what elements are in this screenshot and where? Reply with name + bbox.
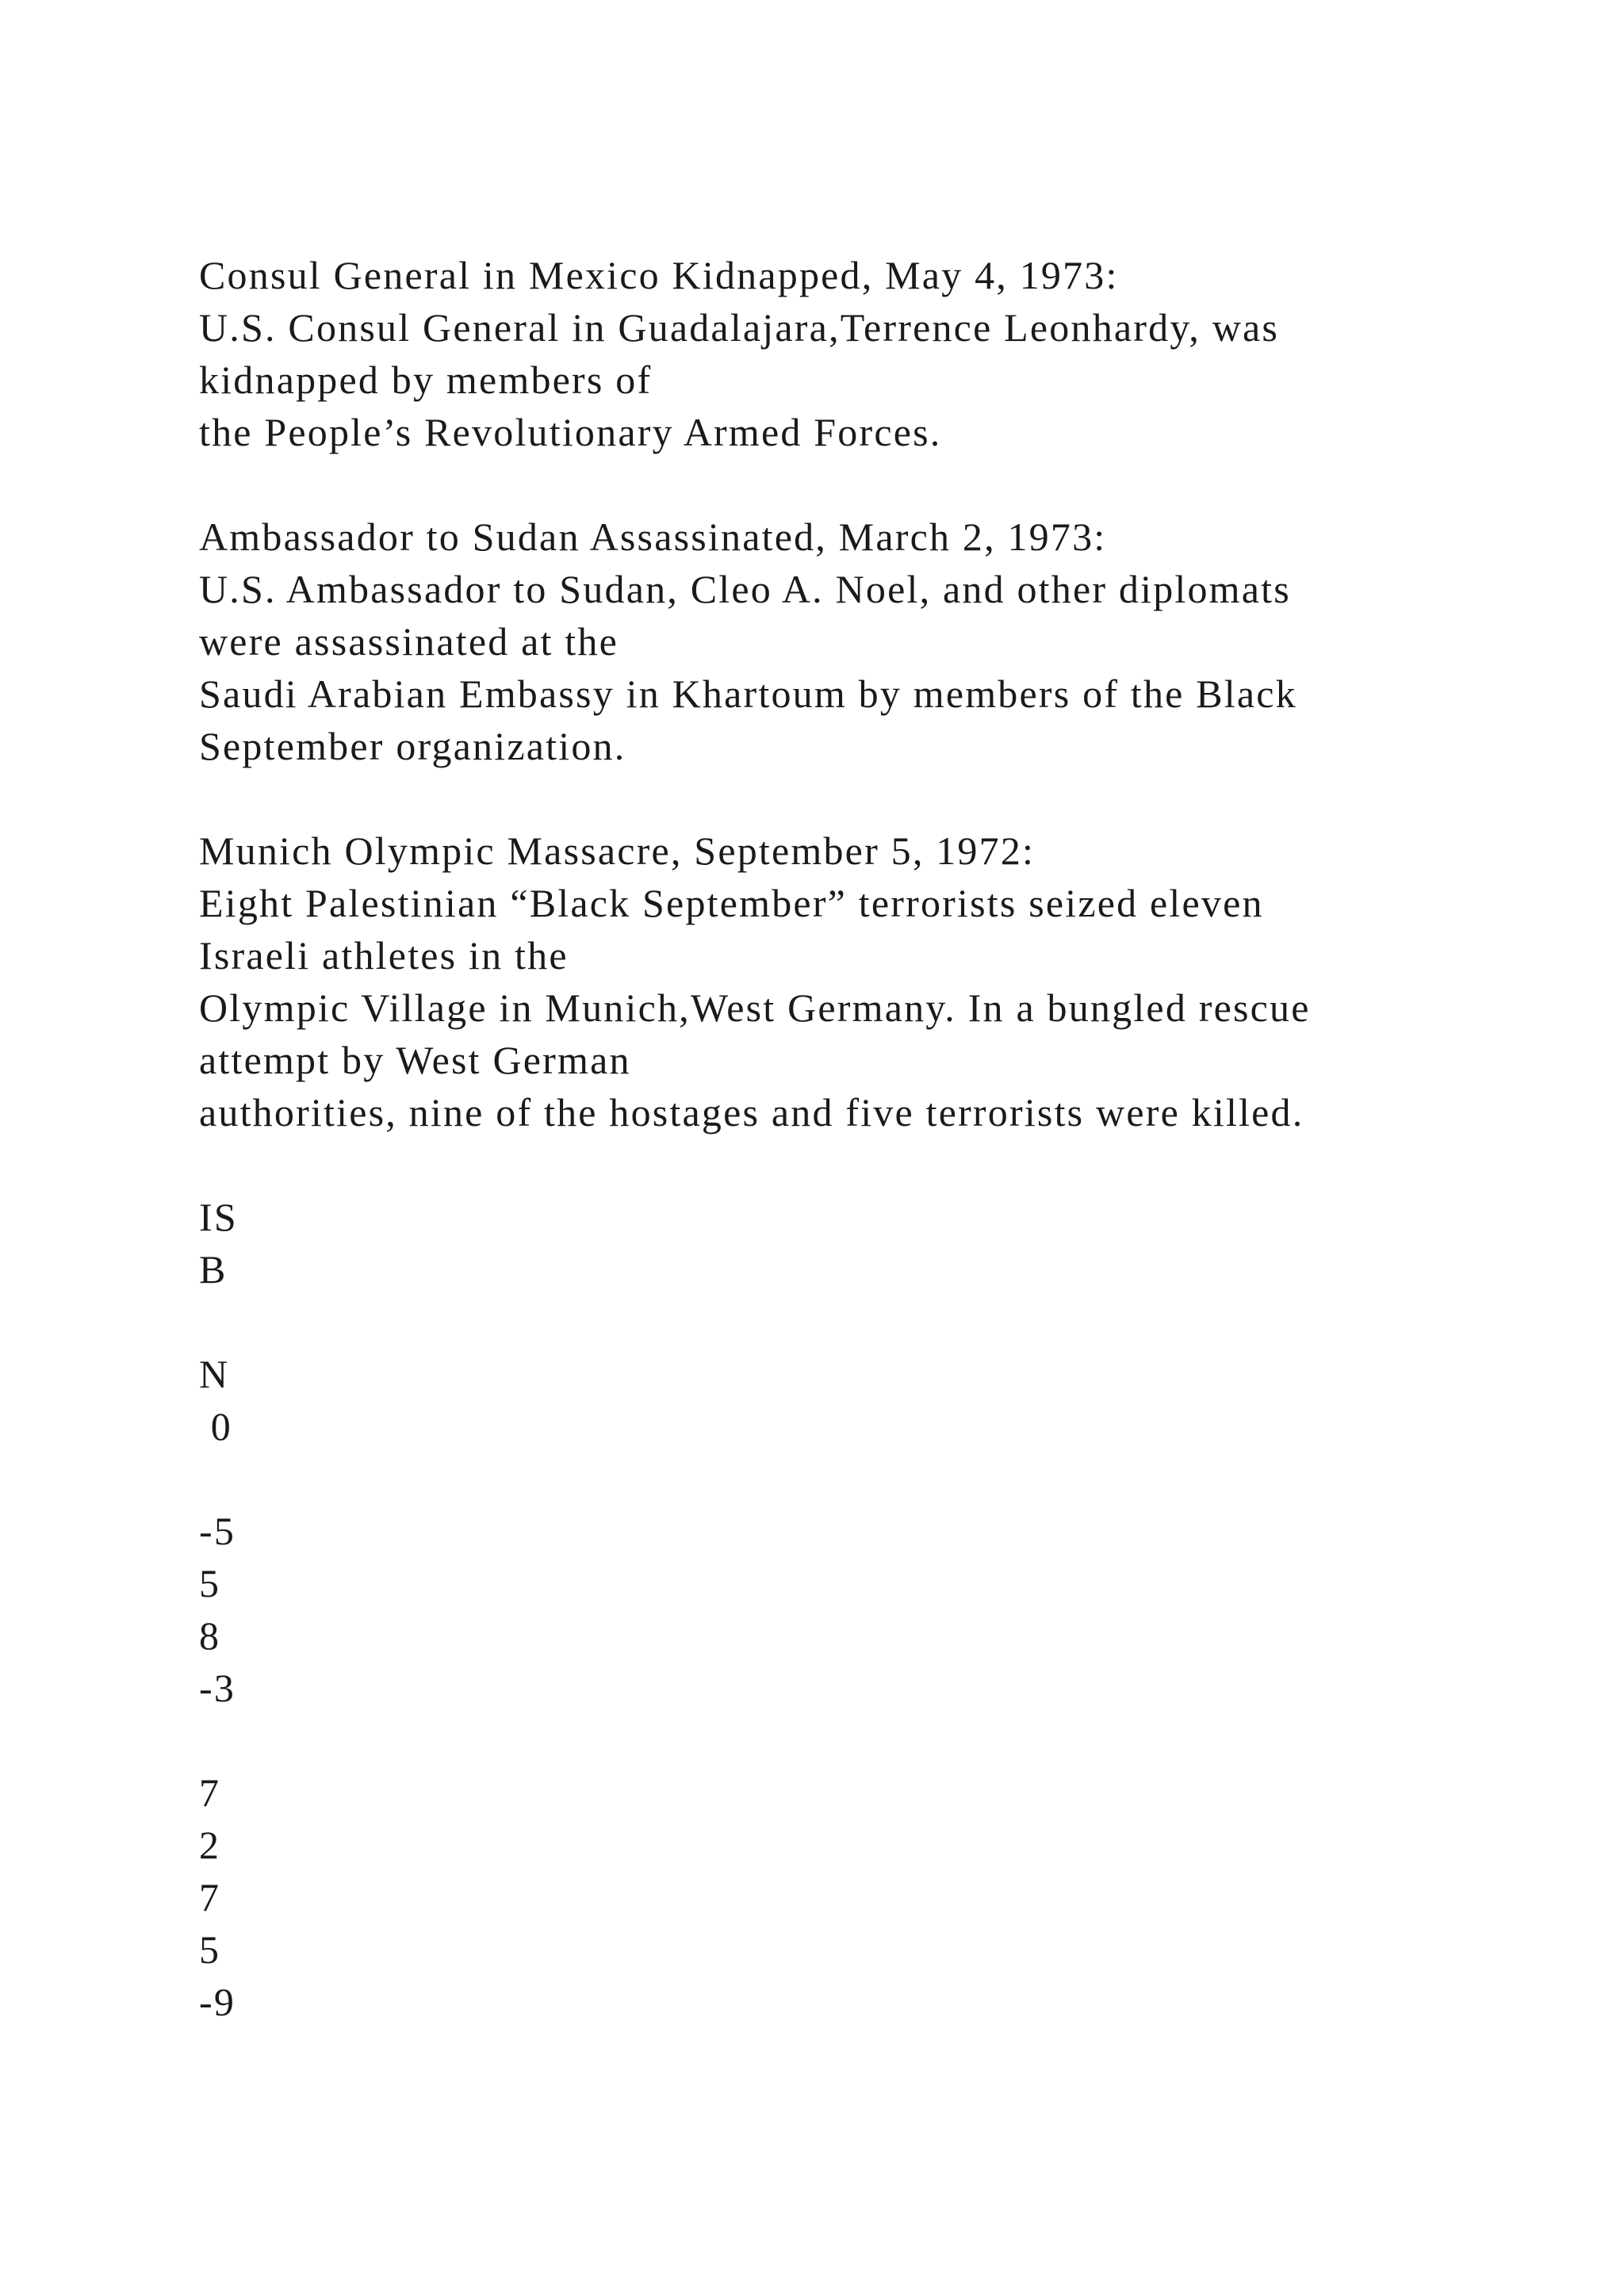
isbn-fragment: IS: [199, 1195, 238, 1239]
text-line: U.S. Ambassador to Sudan, Cleo A. Noel, and other diplomats: [199, 567, 1291, 611]
text-line: attempt by West German: [199, 1038, 631, 1082]
section-1-heading: Consul General in Mexico Kidnapped, May 4, 1973:: [199, 253, 1119, 297]
text-line: the People’s Revolutionary Armed Forces.: [199, 410, 942, 454]
text-line: Olympic Village in Munich,West Germany. In a bungled rescue: [199, 985, 1311, 1030]
text-line: kidnapped by members of: [199, 358, 653, 402]
isbn-fragment: B: [199, 1247, 228, 1292]
isbn-fragment: 7: [199, 1770, 221, 1815]
blank-line: [199, 1295, 1595, 1348]
text-line: authorities, nine of the hostages and five terrorists were killed.: [199, 1090, 1304, 1135]
isbn-fragment: 2: [199, 1823, 221, 1867]
blank-line: [199, 458, 1595, 511]
blank-line: [199, 1452, 1595, 1505]
text-line: were assassinated at the: [199, 619, 619, 664]
blank-line: [199, 1138, 1595, 1191]
text-line: September organization.: [199, 724, 626, 768]
isbn-fragment: 0: [199, 1404, 232, 1448]
isbn-fragment: 7: [199, 1875, 221, 1919]
blank-line: [199, 1714, 1595, 1766]
text-line: Eight Palestinian “Black September” terrorists seized eleven: [199, 881, 1264, 925]
isbn-fragment: -3: [199, 1666, 236, 1710]
isbn-fragment: 5: [199, 1561, 221, 1605]
document-body: [199, 249, 1595, 2028]
text-line: Saudi Arabian Embassy in Khartoum by members of the Black: [199, 672, 1297, 716]
isbn-fragment: 5: [199, 1927, 221, 1972]
blank-line: [199, 772, 1595, 825]
text-line: Israeli athletes in the: [199, 933, 569, 978]
section-3-heading: Munich Olympic Massacre, September 5, 1972:: [199, 828, 1036, 873]
text-line: U.S. Consul General in Guadalajara,Terrence Leonhardy, was: [199, 305, 1280, 350]
isbn-fragment: N: [199, 1352, 230, 1396]
isbn-fragment: -9: [199, 1980, 236, 2024]
isbn-fragment: -5: [199, 1509, 236, 1553]
section-2-heading: Ambassador to Sudan Assassinated, March 2, 1973:: [199, 515, 1107, 559]
isbn-fragment: 8: [199, 1613, 221, 1658]
